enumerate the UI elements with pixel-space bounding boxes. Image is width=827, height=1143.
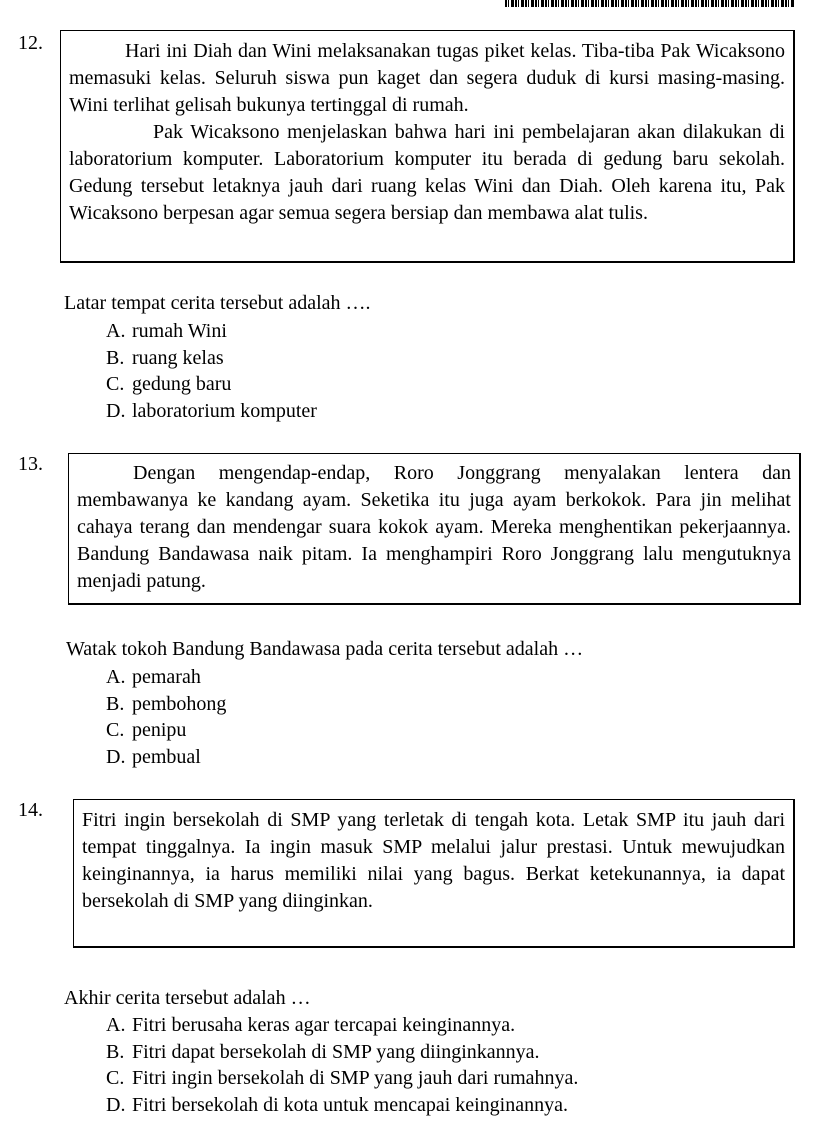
option-b[interactable] <box>106 1039 578 1066</box>
option-text: Fitri dapat bersekolah di SMP yang diinginkannya. <box>132 1040 540 1063</box>
option-text: Fitri ingin bersekolah di SMP yang jauh dari rumahnya. <box>132 1067 579 1089</box>
passage-paragraph: Hari ini Diah dan Wini melaksanakan tugas piket kelas. Tiba-tiba Pak Wicaksono memasuki kelas. Seluruh siswa pun kaget dan segera duduk di kursi masing-masing. Wini terlihat gelisah bukunya tertinggal di rumah. <box>69 40 785 116</box>
barcode-strip <box>505 0 795 7</box>
question-13-number: 13. <box>18 453 43 475</box>
option-letter: A. <box>106 320 126 342</box>
passage-paragraph: Dengan mengendap-endap, Roro Jonggrang menyalakan lentera dan membawanya ke kandang ayam. Seketika itu juga ayam berkokok. Para jin melihat cahaya terang dan mendengar suara kokok ayam. Mereka menghentikan pekerjaannya. Bandung Bandawasa naik pitam. Ia menghampiri Roro Jonggrang lalu mengutuknya menjadi patung. <box>77 462 791 592</box>
passage-paragraph: Pak Wicaksono menjelaskan bahwa hari ini pembelajaran akan dilakukan di laboratorium komputer. Laboratorium komputer itu berada di gedung baru sekolah. Gedung tersebut letaknya jauh dari ruang kelas Wini dan Diah. Oleh karena itu, Pak Wicaksono berpesan agar semua segera bersiap dan membawa alat tulis. <box>69 121 785 224</box>
option-d[interactable] <box>106 1092 578 1119</box>
option-letter: B. <box>106 1040 125 1063</box>
option-text: Fitri bersekolah di kota untuk mencapai keinginannya. <box>132 1093 568 1116</box>
option-a[interactable] <box>106 664 226 691</box>
option-text: rumah Wini <box>132 320 227 342</box>
option-letter: B. <box>106 346 125 369</box>
option-c[interactable] <box>106 1065 578 1092</box>
option-c[interactable] <box>106 371 317 398</box>
question-13-passage <box>68 453 801 605</box>
option-letter: C. <box>106 719 125 741</box>
option-b[interactable] <box>106 345 317 372</box>
option-letter: D. <box>106 1093 126 1116</box>
question-14-options <box>106 1012 578 1118</box>
option-text: penipu <box>132 719 187 741</box>
option-d[interactable] <box>106 398 317 425</box>
option-text: pembual <box>132 745 201 768</box>
option-text: ruang kelas <box>132 346 224 369</box>
option-text: gedung baru <box>132 373 232 395</box>
option-letter: A. <box>106 1014 126 1036</box>
question-12-prompt: Latar tempat cerita tersebut adalah …. <box>64 292 371 314</box>
question-14-passage <box>73 799 795 948</box>
question-12-options <box>106 318 317 424</box>
option-a[interactable] <box>106 1012 578 1039</box>
option-letter: C. <box>106 373 125 395</box>
option-a[interactable] <box>106 318 317 345</box>
question-13-prompt: Watak tokoh Bandung Bandawasa pada cerita tersebut adalah … <box>66 638 584 660</box>
option-letter: D. <box>106 745 126 768</box>
option-letter: C. <box>106 1067 125 1089</box>
option-text: pemarah <box>132 666 201 688</box>
option-letter: A. <box>106 666 126 688</box>
passage-paragraph: Fitri ingin bersekolah di SMP yang terletak di tengah kota. Letak SMP itu jauh dari tempat tinggalnya. Ia ingin masuk SMP melalui jalur prestasi. Untuk mewujudkan keinginannya, ia harus memiliki nilai yang bagus. Berkat ketekunannya, ia dapat bersekolah di SMP yang diinginkan. <box>82 809 785 912</box>
option-c[interactable] <box>106 717 226 744</box>
option-text: Fitri berusaha keras agar tercapai keinginannya. <box>132 1014 516 1036</box>
option-letter: D. <box>106 399 126 422</box>
question-12-passage <box>60 30 795 263</box>
option-d[interactable] <box>106 744 226 771</box>
option-letter: B. <box>106 692 125 715</box>
option-text: pembohong <box>132 692 227 715</box>
question-14-prompt: Akhir cerita tersebut adalah … <box>64 987 311 1009</box>
question-14-number: 14. <box>18 799 43 821</box>
option-text: laboratorium komputer <box>132 399 317 422</box>
question-13-options <box>106 664 226 770</box>
option-b[interactable] <box>106 691 226 718</box>
question-12-number: 12. <box>18 32 43 54</box>
